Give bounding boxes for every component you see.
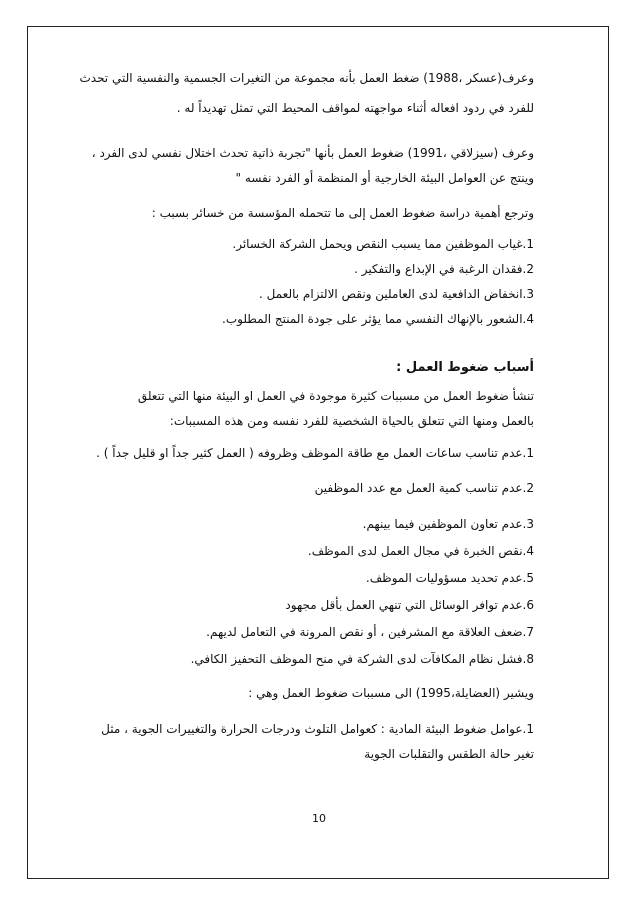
paragraph-3: وترجع أهمية دراسة ضغوط العمل إلى ما تتحمله المؤسسة من خسائر بسبب : xyxy=(151,206,534,220)
cause-item-5: 5.عدم تحديد مسؤوليات الموظف. xyxy=(365,571,534,585)
importance-item-3: 3.انخفاض الدافعية لدى العاملين ونقص الالتزام بالعمل . xyxy=(259,287,534,301)
paragraph-4-line-1: تنشأ ضغوط العمل من مسببات كثيرة موجودة في العمل او البيئة منها التي تتعلق xyxy=(137,389,534,403)
cause-item-1: 1.عدم تناسب ساعات العمل مع طاقة الموظف وظروفه ( العمل كثير جداً او قليل جداً ) . xyxy=(96,446,534,460)
paragraph-5: ويشير (العضايلة،1995) الى مسببات ضغوط العمل وهي : xyxy=(248,686,534,700)
cause-item-4: 4.نقص الخبرة في مجال العمل لدى الموظف. xyxy=(307,544,534,558)
paragraph-2-line-2: وينتج عن العوامل البيئة الخارجية أو المنظمة أو الفرد نفسه " xyxy=(235,171,534,185)
cause-item-7: 7.ضعف العلاقة مع المشرفين ، أو نقص المرونة في التعامل لديهم. xyxy=(206,625,534,639)
paragraph-1-line-1: وعرف(عسكر ،1988) ضغط العمل بأنه مجموعة من التغيرات الجسمية والنفسية التي تحدث xyxy=(79,71,534,85)
paragraph-6-line-1: 1.عوامل ضغوط البيئة المادية : كعوامل التلوث ودرجات الحرارة والتغييرات الجوية ، مثل xyxy=(101,722,534,736)
importance-item-1: 1.غياب الموظفين مما يسبب النقص ويحمل الشركة الخسائر. xyxy=(232,237,534,251)
paragraph-2-line-1: وعرف (سيزلاقي ،1991) ضغوط العمل بأنها "تجربة ذاتية تحدث اختلال نفسي لدى الفرد ، xyxy=(91,146,534,160)
paragraph-1-line-2: للفرد في ردود افعاله أثناء مواجهته لمواقف المحيط التي تمثل تهديداً له . xyxy=(176,101,534,115)
importance-item-2: 2.فقدان الرغبة في الإبداع والتفكير . xyxy=(354,262,534,276)
page-number: 10 xyxy=(312,812,326,825)
cause-item-6: 6.عدم توافر الوسائل التي تنهي العمل بأقل مجهود xyxy=(285,598,534,612)
paragraph-6-line-2: تغير حالة الطقس والتقلبات الجوية xyxy=(364,747,534,761)
cause-item-8: 8.فشل نظام المكافآت لدى الشركة في منح الموظف التحفيز الكافي. xyxy=(190,652,534,666)
paragraph-4-line-2: بالعمل ومنها التي تتعلق بالحياة الشخصية للفرد نفسه ومن هذه المسببات: xyxy=(169,414,534,428)
cause-item-2: 2.عدم تناسب كمية العمل مع عدد الموظفين xyxy=(314,481,534,495)
importance-item-4: 4.الشعور بالإنهاك النفسي مما يؤثر على جودة المنتج المطلوب. xyxy=(222,312,534,326)
cause-item-3: 3.عدم تعاون الموظفين فيما بينهم. xyxy=(362,517,534,531)
causes-heading: أسباب ضغوط العمل : xyxy=(396,360,534,375)
